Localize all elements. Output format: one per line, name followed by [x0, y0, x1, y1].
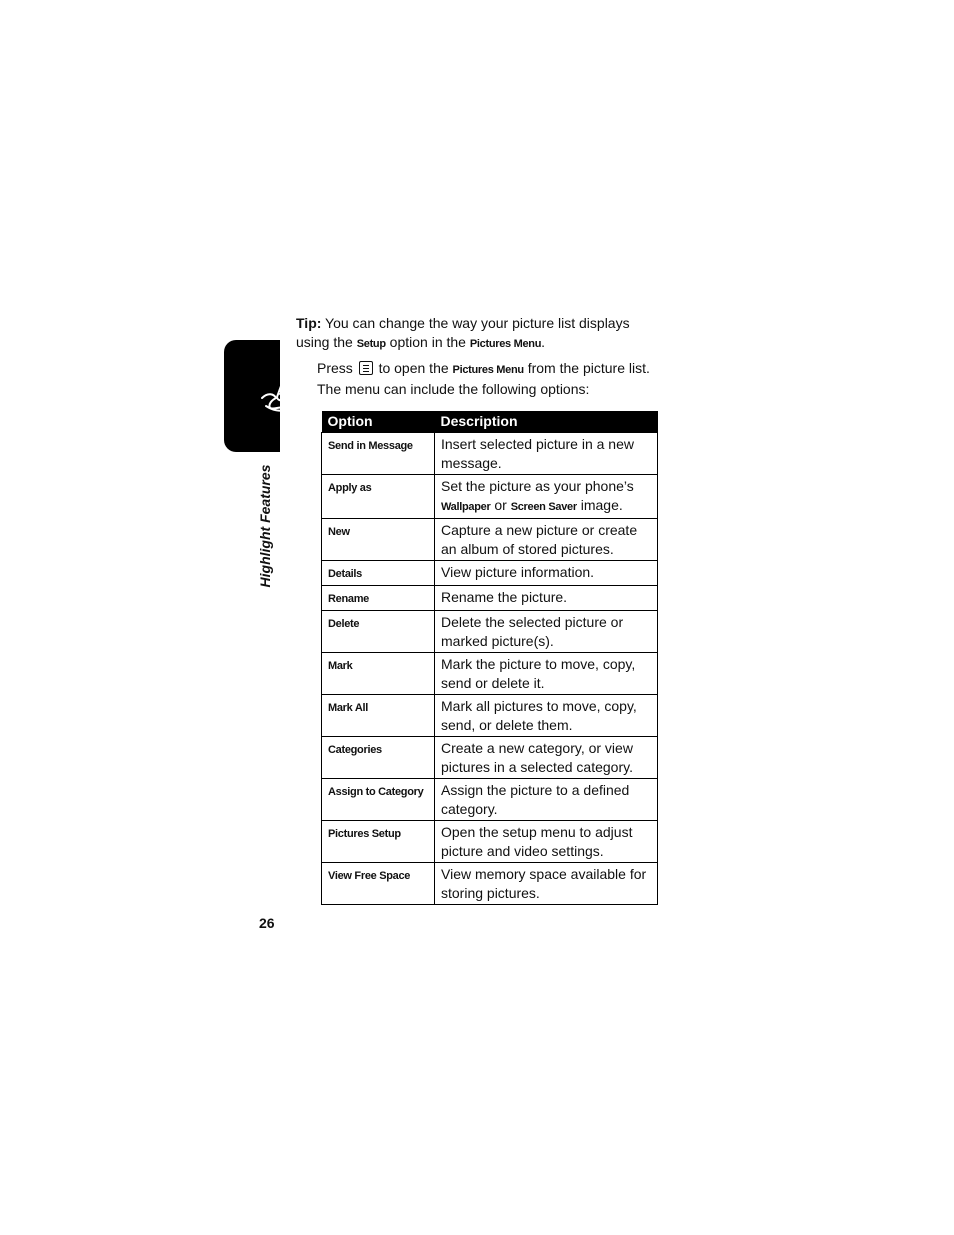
option-description: View memory space available for storing pictures.	[435, 863, 658, 905]
screen-saver-command: Screen Saver	[510, 501, 577, 513]
table-row	[322, 433, 658, 475]
intro-text: Press	[317, 360, 357, 376]
option-description: Insert selected picture in a new message.	[435, 433, 658, 475]
option-description: Delete the selected picture or marked picture(s).	[435, 611, 658, 653]
table-row	[322, 611, 658, 653]
setup-command: Setup	[356, 338, 386, 350]
tip-lead: Tip:	[296, 315, 322, 331]
wallpaper-command: Wallpaper	[441, 501, 491, 513]
phone-hand-icon	[256, 372, 306, 422]
options-table	[321, 411, 658, 905]
option-description: View picture information.	[435, 561, 658, 586]
table-row	[322, 821, 658, 863]
intro-text: from the picture list. The menu can include the following options:	[317, 360, 650, 397]
table-row	[322, 779, 658, 821]
intro-text: to open the	[374, 360, 453, 376]
option-description: Capture a new picture or create an album of stored pictures.	[435, 519, 658, 561]
description-text: image.	[576, 497, 623, 513]
option-name: View Free Space	[328, 870, 411, 882]
option-name: Rename	[328, 593, 369, 605]
menu-key-icon	[359, 361, 373, 375]
tip-text: option in the	[385, 334, 470, 350]
option-description: Assign the picture to a defined category.	[435, 779, 658, 821]
intro-paragraph	[317, 359, 662, 399]
option-description: Create a new category, or view pictures in a selected category.	[435, 737, 658, 779]
option-description: Mark all pictures to move, copy, send, or delete them.	[435, 695, 658, 737]
description-text: Set the picture as your phone’s	[441, 478, 634, 494]
option-name: Categories	[328, 744, 382, 756]
table-row	[322, 863, 658, 905]
tip-paragraph	[296, 314, 656, 354]
table-row	[322, 695, 658, 737]
table-row	[322, 561, 658, 586]
option-column-header: Option	[322, 411, 435, 433]
section-label: Highlight Features	[257, 464, 273, 588]
description-text: or	[490, 497, 511, 513]
option-description	[435, 475, 658, 519]
option-name: New	[328, 526, 350, 538]
table-row	[322, 653, 658, 695]
option-name: Apply as	[328, 482, 372, 494]
option-description: Rename the picture.	[435, 586, 658, 611]
option-description: Mark the picture to move, copy, send or delete it.	[435, 653, 658, 695]
pictures-menu-command: Pictures Menu	[469, 338, 542, 350]
pictures-menu-command: Pictures Menu	[452, 364, 524, 376]
option-name: Mark	[328, 660, 353, 672]
table-row	[322, 737, 658, 779]
option-name: Mark All	[328, 702, 368, 714]
table-row	[322, 475, 658, 519]
option-name: Pictures Setup	[328, 828, 401, 840]
table-header-row	[322, 411, 658, 433]
option-name: Send in Message	[328, 440, 413, 452]
description-column-header: Description	[435, 411, 658, 433]
table-row	[322, 586, 658, 611]
tip-text: You can change the way your picture list displays using the	[296, 315, 630, 350]
option-name: Assign to Category	[328, 786, 424, 798]
tip-text: .	[541, 334, 546, 350]
option-name: Delete	[328, 618, 360, 630]
option-description: Open the setup menu to adjust picture and video settings.	[435, 821, 658, 863]
table-row	[322, 519, 658, 561]
option-name: Details	[328, 568, 362, 580]
page-number: 26	[259, 915, 275, 931]
